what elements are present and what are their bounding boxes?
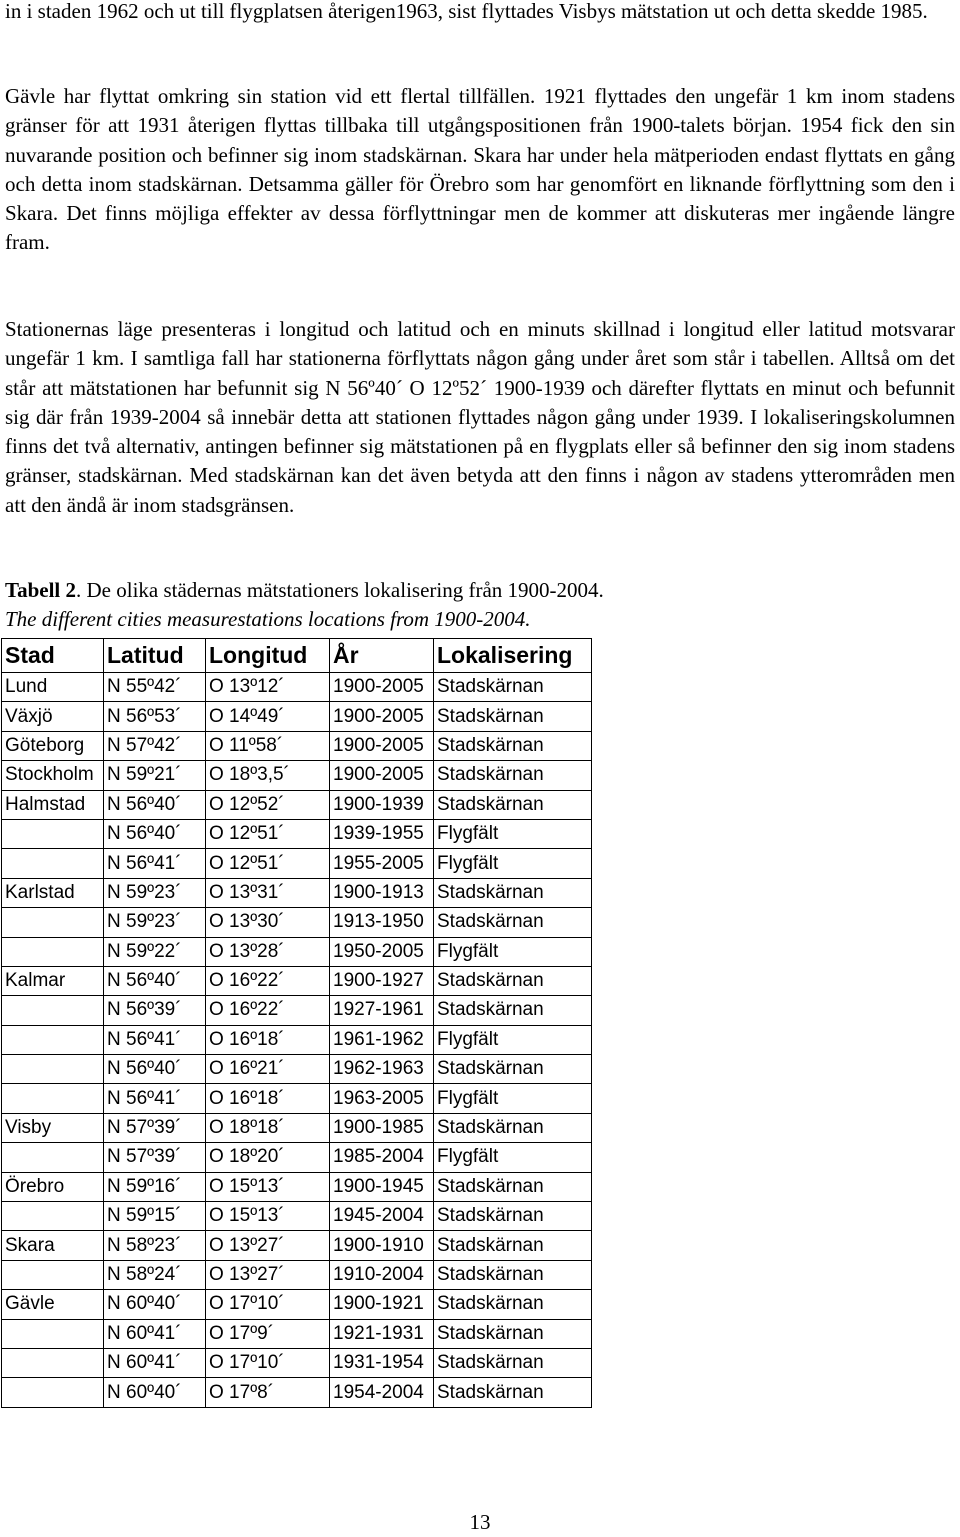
cell-ar: 1900-1939 (330, 790, 434, 819)
cell-stad: Göteborg (2, 731, 104, 760)
cell-longitud: O 16º18´ (206, 1025, 330, 1054)
table-header-row (2, 639, 592, 673)
cell-longitud: O 13º31´ (206, 878, 330, 907)
cell-lokalisering: Stadskärnan (434, 731, 592, 760)
cell-lokalisering: Stadskärnan (434, 1319, 592, 1348)
cell-stad: Skara (2, 1231, 104, 1260)
table-row (2, 1113, 592, 1142)
cell-latitud: N 60º40´ (104, 1290, 206, 1319)
cell-latitud: N 58º23´ (104, 1231, 206, 1260)
cell-longitud: O 17º9´ (206, 1319, 330, 1348)
cell-stad: Stockholm (2, 761, 104, 790)
cell-ar: 1945-2004 (330, 1202, 434, 1231)
cell-latitud: N 60º41´ (104, 1319, 206, 1348)
table-row (2, 1231, 592, 1260)
cell-ar: 1900-2005 (330, 702, 434, 731)
cell-ar: 1961-1962 (330, 1025, 434, 1054)
cell-longitud: O 16º22´ (206, 996, 330, 1025)
cell-latitud: N 56º39´ (104, 996, 206, 1025)
cell-lokalisering: Stadskärnan (434, 1172, 592, 1201)
table-row (2, 996, 592, 1025)
cell-latitud: N 59º23´ (104, 878, 206, 907)
cell-ar: 1954-2004 (330, 1378, 434, 1407)
table-row (2, 1290, 592, 1319)
table-caption-text: . De olika städernas mätstationers lokalisering från 1900-2004. (76, 578, 604, 602)
cell-stad (2, 908, 104, 937)
cell-lokalisering: Stadskärnan (434, 908, 592, 937)
station-location-table (1, 638, 592, 1408)
cell-lokalisering: Flygfält (434, 1025, 592, 1054)
table-row (2, 1084, 592, 1113)
table-caption-label: Tabell 2 (5, 578, 76, 602)
cell-stad (2, 1348, 104, 1377)
cell-stad (2, 1025, 104, 1054)
cell-stad (2, 1319, 104, 1348)
cell-lokalisering: Stadskärnan (434, 1202, 592, 1231)
header-stad: Stad (2, 639, 104, 673)
cell-latitud: N 57º42´ (104, 731, 206, 760)
cell-longitud: O 13º27´ (206, 1231, 330, 1260)
cell-longitud: O 13º28´ (206, 937, 330, 966)
cell-longitud: O 14º49´ (206, 702, 330, 731)
header-ar: År (330, 639, 434, 673)
table-row (2, 790, 592, 819)
cell-lokalisering: Stadskärnan (434, 702, 592, 731)
table-row (2, 731, 592, 760)
cell-latitud: N 59º15´ (104, 1202, 206, 1231)
cell-lokalisering: Stadskärnan (434, 1055, 592, 1084)
cell-stad (2, 1055, 104, 1084)
table-row (2, 966, 592, 995)
cell-latitud: N 56º41´ (104, 849, 206, 878)
cell-longitud: O 18º20´ (206, 1143, 330, 1172)
cell-ar: 1900-2005 (330, 731, 434, 760)
cell-stad (2, 1260, 104, 1289)
table-row (2, 1378, 592, 1407)
cell-longitud: O 11º58´ (206, 731, 330, 760)
table-row (2, 878, 592, 907)
cell-longitud: O 13º30´ (206, 908, 330, 937)
table-row (2, 1319, 592, 1348)
cell-lokalisering: Flygfält (434, 1084, 592, 1113)
cell-stad: Gävle (2, 1290, 104, 1319)
cell-latitud: N 55º42´ (104, 673, 206, 702)
paragraph-gavle: Gävle har flyttat omkring sin station vid ett flertal tillfällen. 1921 flyttades den ungefär 1 km inom stadens gränser för att 1931 återigen flyttas tillbaka till utgångspositionen från 1900-talets början. 1954 fick den sin nuvarande position och befinner sig inom stadskärnan. Skara har under hela mätperioden endast flyttats en gång och detta inom stadskärnan. Detsamma gäller för Örebro som har genomfört en liknande förflyttning som den i Skara. Det finns möjliga effekter av dessa förflyttningar men de kommer att diskuteras mer ingående längre fram. (5, 84, 955, 255)
cell-lokalisering: Flygfält (434, 1143, 592, 1172)
table-row (2, 908, 592, 937)
cell-stad (2, 1378, 104, 1407)
cell-stad: Växjö (2, 702, 104, 731)
cell-latitud: N 59º22´ (104, 937, 206, 966)
cell-stad (2, 937, 104, 966)
cell-longitud: O 17º10´ (206, 1290, 330, 1319)
cell-ar: 1921-1931 (330, 1319, 434, 1348)
cell-ar: 1939-1955 (330, 819, 434, 848)
cell-stad: Kalmar (2, 966, 104, 995)
table-row (2, 1260, 592, 1289)
cell-lokalisering: Stadskärnan (434, 878, 592, 907)
cell-longitud: O 18º18´ (206, 1113, 330, 1142)
cell-longitud: O 17º10´ (206, 1348, 330, 1377)
cell-latitud: N 56º40´ (104, 1055, 206, 1084)
cell-ar: 1985-2004 (330, 1143, 434, 1172)
cell-latitud: N 59º21´ (104, 761, 206, 790)
table-row (2, 761, 592, 790)
cell-longitud: O 15º13´ (206, 1172, 330, 1201)
cell-latitud: N 56º40´ (104, 790, 206, 819)
cell-stad: Karlstad (2, 878, 104, 907)
cell-longitud: O 17º8´ (206, 1378, 330, 1407)
header-latitud: Latitud (104, 639, 206, 673)
cell-longitud: O 13º12´ (206, 673, 330, 702)
cell-longitud: O 12º51´ (206, 849, 330, 878)
cell-lokalisering: Stadskärnan (434, 1378, 592, 1407)
cell-lokalisering: Stadskärnan (434, 996, 592, 1025)
paragraph-visby: in i staden 1962 och ut till flygplatsen återigen1963, sist flyttades Visbys mätstation ut och detta skedde 1985. (5, 0, 928, 23)
cell-stad: Örebro (2, 1172, 104, 1201)
cell-latitud: N 60º40´ (104, 1378, 206, 1407)
table-row (2, 937, 592, 966)
cell-lokalisering: Stadskärnan (434, 673, 592, 702)
cell-ar: 1900-2005 (330, 761, 434, 790)
cell-ar: 1963-2005 (330, 1084, 434, 1113)
cell-stad (2, 819, 104, 848)
cell-latitud: N 60º41´ (104, 1348, 206, 1377)
cell-longitud: O 16º22´ (206, 966, 330, 995)
cell-longitud: O 18º3,5´ (206, 761, 330, 790)
cell-latitud: N 56º40´ (104, 966, 206, 995)
cell-latitud: N 56º41´ (104, 1025, 206, 1054)
cell-stad: Halmstad (2, 790, 104, 819)
table-row (2, 1055, 592, 1084)
cell-ar: 1900-1985 (330, 1113, 434, 1142)
cell-ar: 1910-2004 (330, 1260, 434, 1289)
cell-stad (2, 1202, 104, 1231)
table-caption (5, 576, 955, 605)
cell-lokalisering: Stadskärnan (434, 761, 592, 790)
cell-ar: 1962-1963 (330, 1055, 434, 1084)
cell-ar: 1927-1961 (330, 996, 434, 1025)
cell-stad: Lund (2, 673, 104, 702)
table-row (2, 1202, 592, 1231)
header-longitud: Longitud (206, 639, 330, 673)
cell-ar: 1900-1910 (330, 1231, 434, 1260)
table-row (2, 1025, 592, 1054)
cell-ar: 1955-2005 (330, 849, 434, 878)
cell-longitud: O 12º51´ (206, 819, 330, 848)
cell-latitud: N 59º23´ (104, 908, 206, 937)
table-row (2, 673, 592, 702)
cell-lokalisering: Flygfält (434, 819, 592, 848)
cell-stad: Visby (2, 1113, 104, 1142)
cell-longitud: O 13º27´ (206, 1260, 330, 1289)
cell-ar: 1913-1950 (330, 908, 434, 937)
table-row (2, 702, 592, 731)
table-row (2, 849, 592, 878)
cell-lokalisering: Stadskärnan (434, 1260, 592, 1289)
cell-latitud: N 56º53´ (104, 702, 206, 731)
cell-lokalisering: Flygfält (434, 937, 592, 966)
cell-latitud: N 56º40´ (104, 819, 206, 848)
table-row (2, 1172, 592, 1201)
header-lokalisering: Lokalisering (434, 639, 592, 673)
cell-ar: 1900-1927 (330, 966, 434, 995)
cell-lokalisering: Flygfält (434, 849, 592, 878)
table-caption-english: The different cities measurestations locations from 1900-2004. (5, 607, 531, 631)
cell-stad (2, 1143, 104, 1172)
paragraph-station-positions: Stationernas läge presenteras i longitud och latitud och en minuts skillnad i longitud eller latitud motsvarar ungefär 1 km. I samtliga fall har stationerna förflyttats någon gång under året som står i tabellen. Alltså om det står att mätstationen har befunnit sig N 56º40´ O 12º52´ 1900-1939 och därefter flyttats en minut och befunnit sig där från 1939-2004 så innebär detta att stationen flyttades någon gång under 1939. I lokaliseringskolumnen finns det två alternativ, antingen befinner sig mätstationen på en flygplats eller så befinner den sig inom stadens gränser, stadskärnan. Med stadskärnan kan det även betyda att den finns i någon av stadens ytterområden men att den ändå är inom stadsgränsen. (5, 317, 955, 517)
cell-longitud: O 15º13´ (206, 1202, 330, 1231)
cell-ar: 1900-1913 (330, 878, 434, 907)
cell-latitud: N 57º39´ (104, 1113, 206, 1142)
cell-stad (2, 849, 104, 878)
cell-latitud: N 57º39´ (104, 1143, 206, 1172)
cell-stad (2, 996, 104, 1025)
page-number: 13 (469, 1510, 491, 1534)
cell-latitud: N 59º16´ (104, 1172, 206, 1201)
table-row (2, 819, 592, 848)
cell-latitud: N 56º41´ (104, 1084, 206, 1113)
cell-lokalisering: Stadskärnan (434, 966, 592, 995)
cell-ar: 1900-1945 (330, 1172, 434, 1201)
table-body (2, 673, 592, 1408)
cell-lokalisering: Stadskärnan (434, 1113, 592, 1142)
cell-longitud: O 16º18´ (206, 1084, 330, 1113)
cell-lokalisering: Stadskärnan (434, 790, 592, 819)
cell-ar: 1900-1921 (330, 1290, 434, 1319)
cell-ar: 1931-1954 (330, 1348, 434, 1377)
cell-lokalisering: Stadskärnan (434, 1290, 592, 1319)
cell-lokalisering: Stadskärnan (434, 1231, 592, 1260)
table-row (2, 1143, 592, 1172)
cell-longitud: O 16º21´ (206, 1055, 330, 1084)
cell-ar: 1900-2005 (330, 673, 434, 702)
cell-lokalisering: Stadskärnan (434, 1348, 592, 1377)
table-row (2, 1348, 592, 1377)
cell-stad (2, 1084, 104, 1113)
cell-ar: 1950-2005 (330, 937, 434, 966)
cell-longitud: O 12º52´ (206, 790, 330, 819)
cell-latitud: N 58º24´ (104, 1260, 206, 1289)
